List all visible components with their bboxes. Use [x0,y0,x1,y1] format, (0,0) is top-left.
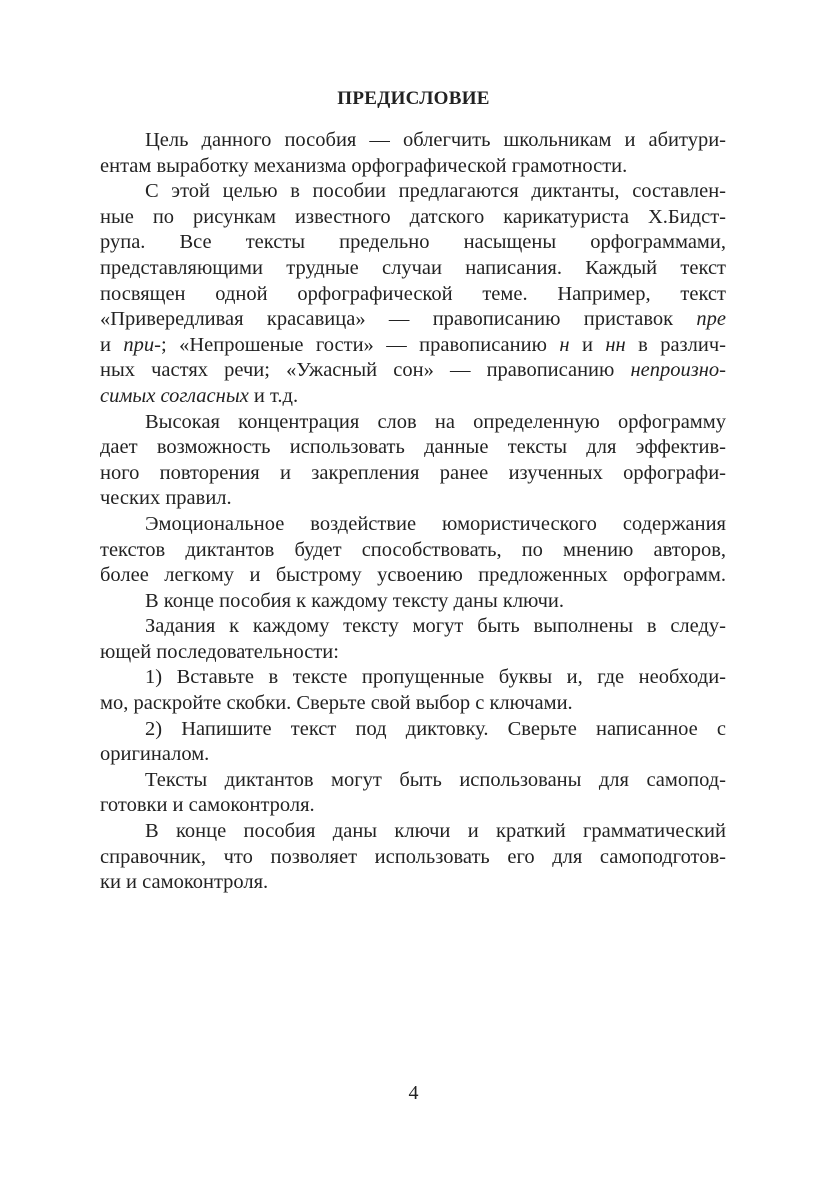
text-fragment: и [100,333,124,356]
italic-term: непроизно- [630,359,726,382]
italic-term: нн [605,333,626,356]
text-line: Высокая концентрация слов на определенную орфограмму [145,410,726,433]
text-line: ные по рисункам известного датского карикатуриста Х.Бидст- [100,205,726,228]
text-line: Задания к каждому тексту могут быть выполнены в следу- [145,615,726,638]
text-line: Эмоциональное воздействие юмористического содержания [145,512,726,535]
text-line: В конце пособия даны ключи и краткий грамматический [145,820,726,843]
text-line: рупа. Все тексты предельно насыщены орфограммами, [100,231,726,254]
text-fragment: ; «Непрошеные гости» — правописанию [160,333,560,356]
italic-term: пре [696,308,726,331]
text-line: оригиналом. [100,743,210,766]
text-line: справочник, что позволяет использовать его для самоподготов- [100,845,726,868]
text-line: Цель данного пособия — облегчить школьникам и абитури- [145,129,726,151]
text-line: В конце пособия к каждому тексту даны ключи. [145,589,564,612]
italic-term: н [559,333,570,356]
text-line [100,384,726,410]
text-line: посвящен одной орфографической теме. Например, текст [100,282,726,305]
text-line: готовки и самоконтроля. [100,794,315,817]
page-number: 4 [408,1082,419,1104]
italic-term: при- [123,333,161,356]
text-line: С этой целью в пособии предлагаются диктанты, составлен- [145,180,726,203]
text-line: ческих правил. [100,487,232,510]
page-title: ПРЕДИСЛОВИЕ [337,88,490,109]
text-fragment: и т.д. [248,384,299,407]
text-line: 2) Напишите текст под диктовку. Сверьте написанное с [145,717,726,740]
text-line: ентам выработку механизма орфографической грамотности. [100,154,628,177]
text-line: Тексты диктантов могут быть использованы для самопод- [145,768,726,791]
text-line: мо, раскройте скобки. Сверьте свой выбор с ключами. [100,692,573,715]
italic-term: симых согласных [100,384,249,407]
text-line: 1) Вставьте в тексте пропущенные буквы и, где необходи- [145,666,726,689]
text-line [100,307,726,333]
text-fragment: ных частях речи; «Ужасный сон» — правописанию [100,359,631,382]
text-line [100,333,726,359]
text-line: дает возможность использовать данные тексты для эффектив- [100,436,726,459]
text-fragment: в различ- [625,333,726,356]
text-line: ки и самоконтроля. [100,871,269,894]
text-line [100,358,726,384]
text-fragment: и [569,333,606,356]
text-line: представляющими трудные случаи написания. Каждый текст [100,256,726,279]
text-line: ного повторения и закрепления ранее изученных орфографи- [100,461,726,484]
text-line: более легкому и быстрому усвоению предложенных орфограмм. [100,564,726,587]
text-fragment: «Привередливая красавица» — правописанию приставок [100,308,697,331]
preface-body [100,128,726,896]
text-line: ющей последовательности: [100,640,339,663]
text-line: текстов диктантов будет способствовать, по мнению авторов, [100,538,726,561]
